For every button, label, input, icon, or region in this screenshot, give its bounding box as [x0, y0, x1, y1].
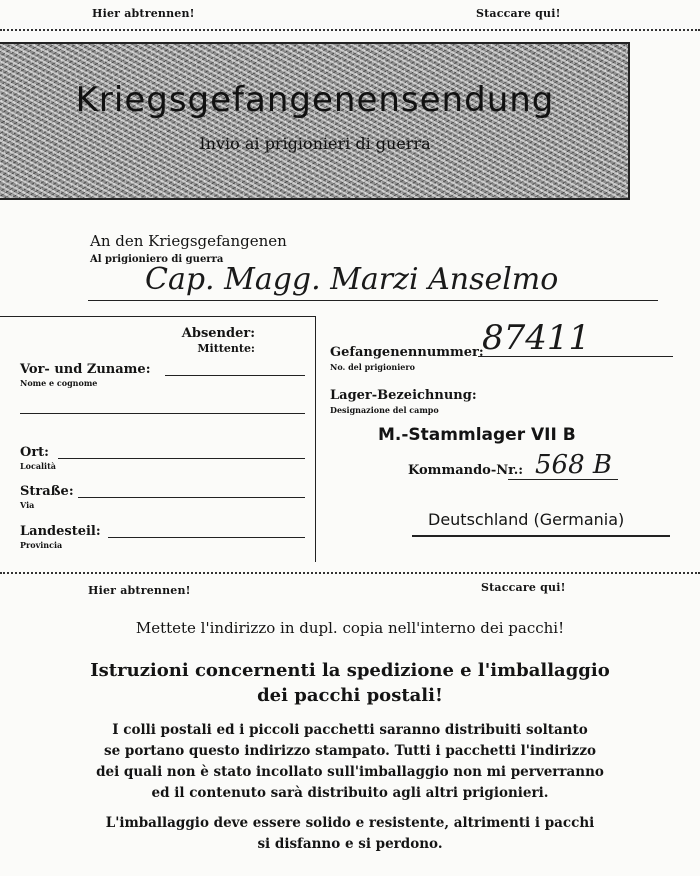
- sender-name-line-1: [165, 375, 305, 376]
- instructions-para-line: se portano questo indirizzo stampato. Tutti i pacchetti l'indirizzo: [103, 743, 596, 759]
- sender-field-province-de: Landesteil:: [20, 524, 101, 539]
- sender-street-line: [78, 497, 305, 498]
- sender-field-city-it: Località: [20, 461, 56, 471]
- instructions-para-line: dei quali non è stato incollato sull'imballaggio non mi perverranno: [96, 764, 604, 780]
- sender-field-street-it: Via: [20, 500, 35, 510]
- sender-field-province-it: Provincia: [20, 540, 63, 550]
- kommando-number-handwritten: 568 B: [535, 450, 612, 480]
- instructions-para-line: L'imballaggio deve essere solido e resistente, altrimenti i pacchi: [105, 815, 595, 831]
- sender-name-line-2: [20, 413, 305, 414]
- cut-label-it-bottom: Staccare qui!: [481, 581, 566, 594]
- kommando-label: Kommando-Nr.:: [408, 463, 524, 478]
- sender-field-name-it: Nome e cognome: [20, 378, 98, 388]
- prisoner-number-label-de: Gefangenennummer:: [330, 345, 484, 360]
- cut-label-de-bottom: Hier abtrennen!: [88, 584, 191, 597]
- prisoner-number-label-it: No. del prigioniero: [330, 362, 415, 372]
- camp-label-de: Lager-Bezeichnung:: [330, 388, 477, 403]
- notice-duplicate-address: Mettete l'indirizzo in dupl. copia nell'interno dei pacchi!: [135, 619, 565, 637]
- recipient-label-it: Al prigioniero di guerra: [90, 254, 224, 265]
- header-subtitle: Invio ai prigionieri di guerra: [199, 134, 431, 153]
- header-title: Kriegsgefangenensendung: [75, 80, 555, 120]
- instructions-heading-line2: dei pacchi postali!: [257, 685, 443, 706]
- instructions-para-line: ed il contenuto sarà distribuito agli altri prigionieri.: [151, 785, 549, 801]
- sender-field-street-de: Straße:: [20, 484, 74, 499]
- sender-label-de: Absender:: [181, 326, 255, 341]
- instructions-para-line: I colli postali ed i piccoli pacchetti saranno distribuiti soltanto: [112, 722, 588, 738]
- sender-province-line: [108, 537, 305, 538]
- cut-label-de-top: Hier abtrennen!: [92, 7, 195, 20]
- camp-name: M.-Stammlager VII B: [378, 425, 576, 445]
- sender-label-it: Mittente:: [197, 342, 255, 355]
- prisoner-number-line: [478, 356, 673, 357]
- destination-country: Deutschland (Germania): [428, 510, 625, 529]
- camp-label-it: Designazione del campo: [330, 405, 439, 415]
- cut-line-bottom: [0, 572, 700, 574]
- cut-line-top: [0, 29, 700, 31]
- recipient-label-de: An den Kriegsgefangenen: [90, 232, 287, 250]
- recipient-name-handwritten: Cap. Magg. Marzi Anselmo: [145, 262, 559, 297]
- sender-field-city-de: Ort:: [20, 445, 49, 460]
- cut-label-it-top: Staccare qui!: [476, 7, 561, 20]
- header-band: [0, 42, 630, 200]
- recipient-name-line: [88, 300, 658, 301]
- sender-field-name-de: Vor- und Zuname:: [20, 362, 151, 377]
- destination-country-line: [412, 535, 670, 537]
- instructions-para-line: si disfanno e si perdono.: [257, 836, 443, 852]
- sender-city-line: [58, 458, 305, 459]
- instructions-heading-line1: Istruzioni concernenti la spedizione e l'imballaggio: [90, 660, 610, 681]
- prisoner-number-handwritten: 87411: [482, 318, 591, 358]
- kommando-line: [508, 479, 618, 480]
